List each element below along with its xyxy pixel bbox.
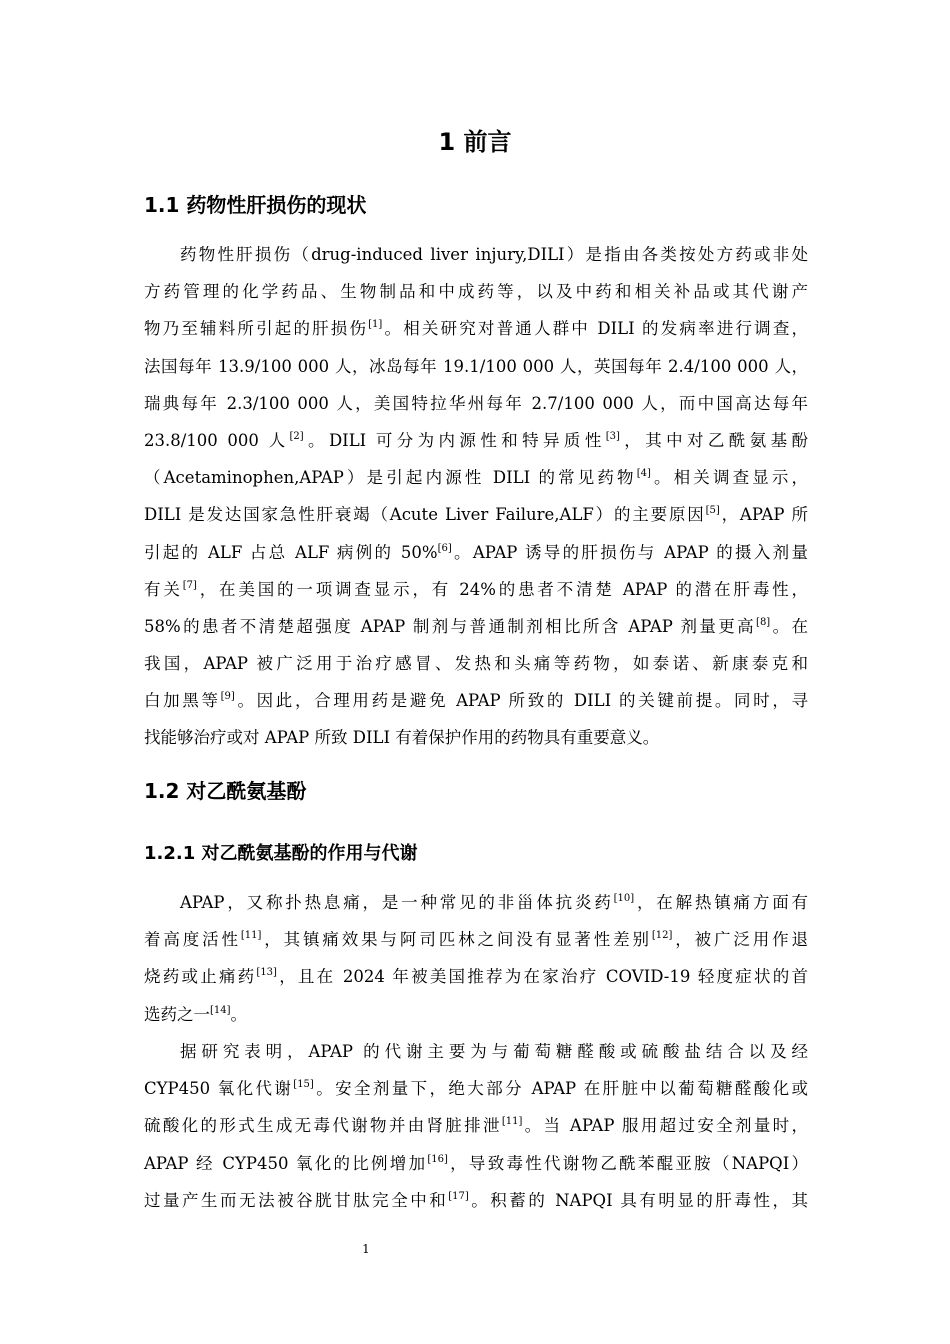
text-segment: ，其镇痛效果与阿司匹林之间没有显著性差别 (261, 930, 652, 950)
citation-ref: [6] (437, 542, 452, 554)
page-number: 1 (362, 1242, 370, 1256)
text-line (144, 534, 808, 571)
text-segment: 。APAP 诱导的肝损伤与 APAP 的摄入剂量 (451, 542, 808, 562)
text-segment: 物乃至辅料所引起的肝损伤 (144, 319, 369, 339)
text-line (144, 958, 808, 995)
citation-ref: [13] (256, 967, 277, 979)
text-line: 瑞典每年 2.3/100 000 人，美国特拉华州每年 2.7/100 000 人，而中国高达每年 (144, 393, 808, 413)
text-line (144, 996, 808, 1033)
text-segment: DILI 是发达国家急性肝衰竭（Acute Liver Failure,ALF）的主要原因 (144, 505, 706, 525)
text-line: 据研究表明，APAP 的代谢主要为与葡萄糖醛酸或硫酸盐结合以及经 (180, 1042, 808, 1061)
citation-ref: [16] (427, 1153, 448, 1165)
text-segment: 。当 APAP 服用超过安全剂量时， (522, 1116, 809, 1136)
text-segment: ，其中对乙酰氨基酚 (619, 430, 809, 450)
text-segment: 。因此，合理用药是避免 APAP 所致的 DILI 的关键前提。同时，寻 (234, 691, 808, 711)
citation-ref: [17] (448, 1190, 469, 1202)
text-segment: （Acetaminophen,APAP）是引起内源性 DILI 的常见药物 (144, 468, 637, 488)
section-title-1-1: 1.1 药物性肝损伤的现状 (144, 193, 367, 217)
text-segment: 。DILI 可分为内源性和特异质性 (303, 430, 606, 450)
paragraph (144, 1033, 808, 1219)
text-line: 法国每年 13.9/100 000 人，冰岛每年 19.1/100 000 人，英国每年 2.4/100 000 人， (144, 356, 808, 376)
text-line (144, 1070, 808, 1107)
text-segment: 。相关调查显示， (650, 468, 809, 488)
citation-ref: [7] (182, 579, 197, 591)
text-line (144, 459, 808, 496)
citation-ref: [10] (613, 893, 635, 904)
text-segment: 硫酸化的形式生成无毒代谢物并由肾脏排泄 (144, 1116, 502, 1136)
citation-ref: [9] (220, 691, 235, 703)
citation-ref: [14] (210, 1004, 231, 1016)
text-line: 药物性肝损伤（drug-induced liver injury,DILI）是指由各类按处方药或非处 (180, 245, 808, 264)
text-line: 方药管理的化学药品、生物制品和中成药等，以及中药和相关补品或其代谢产 (144, 282, 808, 302)
text-line (144, 496, 808, 533)
text-segment: 。在 (770, 616, 809, 636)
text-line (144, 310, 808, 347)
text-line (144, 422, 808, 459)
text-segment: ，被广泛用作退 (672, 930, 809, 950)
text-segment: 烧药或止痛药 (144, 967, 257, 987)
text-line (144, 1107, 808, 1144)
text-segment: 。安全剂量下，绝大部分 APAP 在肝脏中以葡萄糖醛酸化或 (313, 1079, 809, 1099)
text-line (144, 571, 808, 608)
text-segment: 选药之一 (144, 1004, 210, 1024)
text-line (144, 682, 808, 719)
text-segment: ，在解热镇痛方面有 (634, 893, 809, 912)
text-segment: ，APAP 所 (719, 505, 808, 525)
text-segment: 58%的患者不清楚超强度 APAP 制剂与普通制剂相比所含 APAP 剂量更高 (144, 616, 757, 636)
text-segment: ，导致毒性代谢物乙酰苯醌亚胺（NAPQI） (447, 1153, 808, 1173)
text-line (144, 884, 808, 921)
citation-ref: [3] (605, 430, 620, 442)
text-segment: APAP 经 CYP450 氧化的比例增加 (144, 1153, 428, 1173)
text-segment: CYP450 氧化代谢 (144, 1079, 294, 1099)
section-title-1-2: 1.2 对乙酰氨基酚 (144, 779, 307, 803)
text-segment: 。 (230, 1004, 248, 1024)
text-segment: 。积蓄的 NAPQI 具有明显的肝毒性，其 (468, 1190, 808, 1210)
text-segment: 白加黑等 (144, 691, 221, 711)
text-line (144, 1182, 808, 1219)
text-segment: 23.8/100 000 人 (144, 430, 290, 450)
subsection-title-1-2-1: 1.2.1 对乙酰氨基酚的作用与代谢 (144, 843, 418, 864)
text-segment: 引起的 ALF 占总 ALF 病例的 50% (144, 542, 438, 562)
text-line (144, 921, 808, 958)
text-line: 我国，APAP 被广泛用于治疗感冒、发热和头痛等药物，如泰诺、新康泰克和 (144, 654, 808, 674)
paragraph (144, 884, 808, 1033)
text-line: 找能够治疗或对 APAP 所致 DILI 有着保护作用的药物具有重要意义。 (144, 728, 660, 748)
text-segment: 有关 (144, 579, 183, 599)
text-segment: 过量产生而无法被谷胱甘肽完全中和 (144, 1190, 449, 1210)
citation-ref: [1] (368, 319, 383, 331)
text-segment: 着高度活性 (144, 930, 241, 950)
text-line (144, 608, 808, 645)
paragraph (144, 236, 808, 757)
citation-ref: [2] (289, 430, 304, 442)
text-segment: ，在美国的一项调查显示，有 24%的患者不清楚 APAP 的潜在肝毒性， (196, 579, 808, 599)
text-segment: ，且在 2024 年被美国推荐为在家治疗 COVID-19 轻度症状的首 (276, 967, 809, 987)
citation-ref: [12] (651, 930, 673, 942)
citation-ref: [5] (705, 505, 720, 517)
citation-ref: [8] (756, 616, 771, 628)
text-segment: 。相关研究对普通人群中 DILI 的发病率进行调查， (382, 319, 808, 339)
text-segment: APAP，又称扑热息痛，是一种常见的非甾体抗炎药 (180, 893, 614, 912)
text-line (144, 1145, 808, 1182)
citation-ref: [15] (293, 1079, 314, 1091)
citation-ref: [11] (501, 1116, 523, 1128)
chapter-title: 1 前言 (438, 128, 512, 156)
citation-ref: [4] (636, 468, 651, 480)
citation-ref: [11] (240, 930, 262, 942)
